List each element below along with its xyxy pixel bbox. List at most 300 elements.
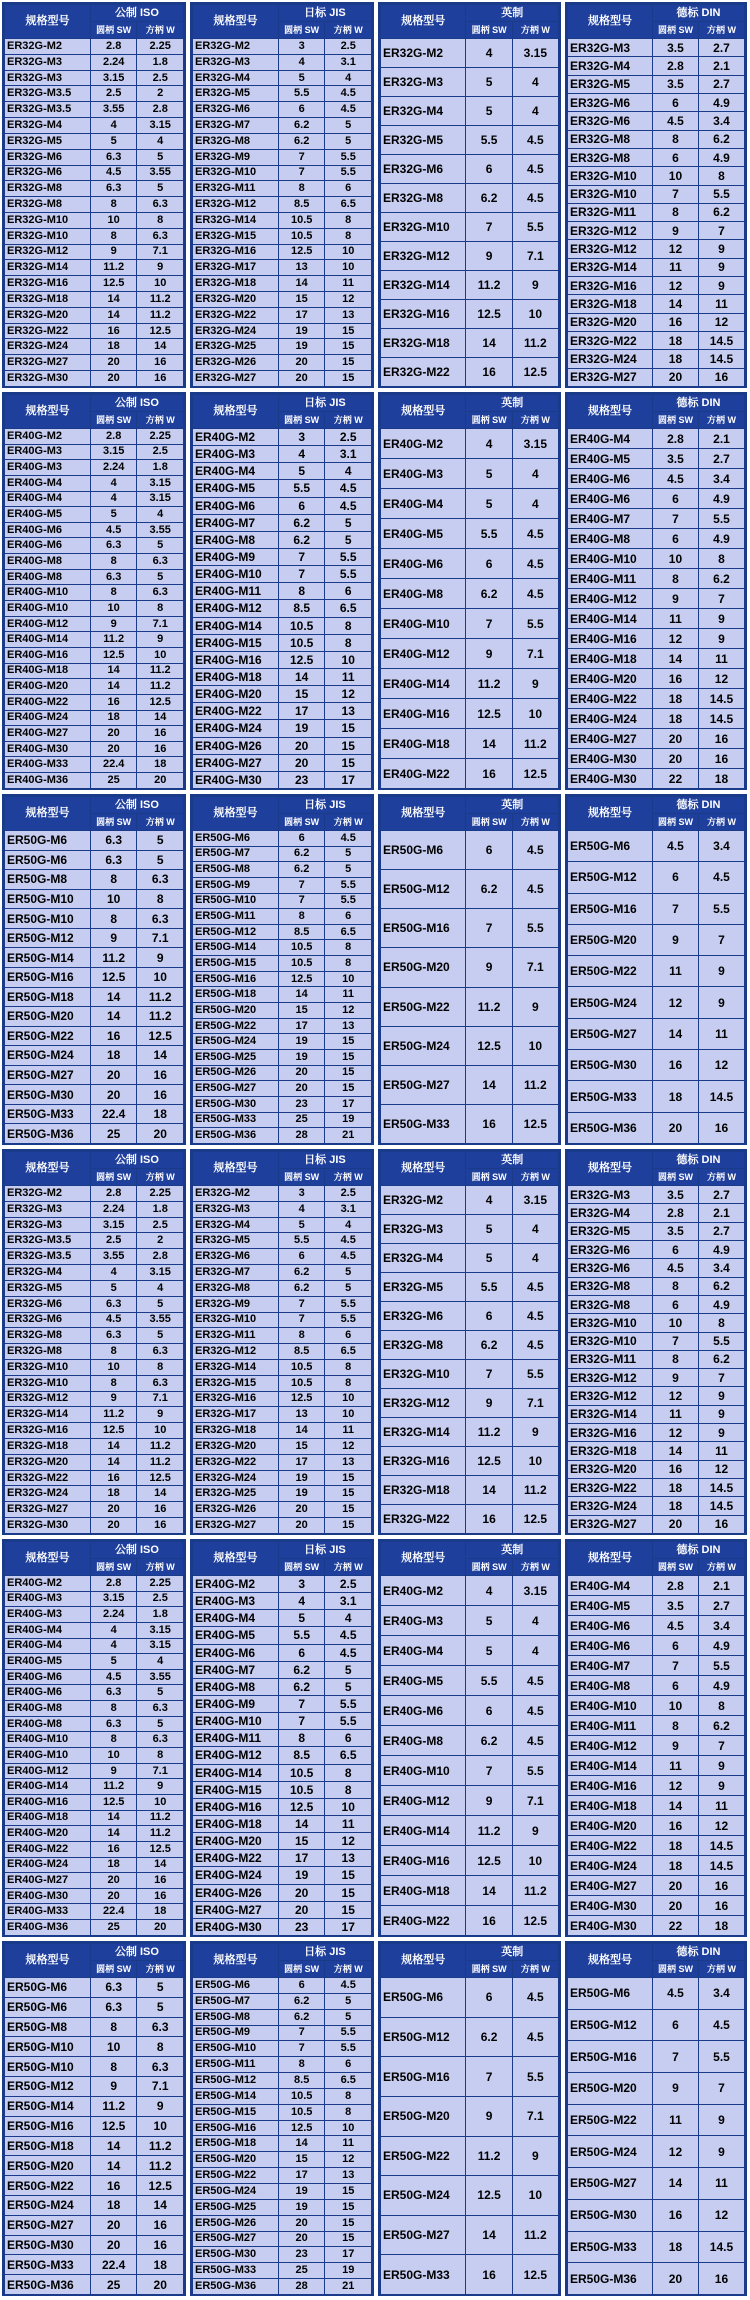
model-cell: ER32G-M27 — [568, 368, 653, 386]
table-row — [5, 538, 184, 554]
model-cell: ER50G-M24 — [5, 1046, 91, 1066]
table-row — [5, 228, 184, 244]
w-cell: 14.5 — [698, 1081, 744, 1112]
w-cell: 12 — [325, 1833, 372, 1850]
table-row — [193, 668, 372, 685]
w-cell: 15 — [325, 2183, 372, 2199]
sw-cell: 6.2 — [278, 1661, 325, 1678]
sw-cell: 15 — [278, 2152, 325, 2168]
sw-cell: 6.2 — [466, 1331, 512, 1360]
w-cell: 16 — [698, 1112, 744, 1143]
table-din — [565, 794, 747, 1145]
table-row — [193, 1833, 372, 1850]
table-row — [381, 2017, 559, 2057]
table-jis — [190, 1941, 374, 2296]
w-cell: 16 — [137, 355, 184, 371]
model-cell: ER32G-M4 — [568, 57, 653, 75]
model-cell: ER32G-M8 — [193, 133, 279, 149]
sw-cell: 5.5 — [466, 519, 512, 549]
model-cell: ER50G-M24 — [193, 1034, 279, 1050]
table-row — [5, 276, 184, 292]
w-cell: 10 — [512, 1026, 558, 1065]
sw-cell: 11.2 — [466, 271, 512, 300]
w-cell: 17 — [325, 2247, 372, 2263]
sw-cell: 6.2 — [278, 862, 325, 878]
w-cell: 4 — [512, 68, 558, 97]
table-row — [5, 1607, 184, 1623]
model-header: 规格型号 — [193, 797, 279, 831]
w-cell: 6 — [325, 583, 372, 600]
table-row — [381, 909, 559, 948]
model-cell: ER40G-M14 — [5, 1779, 91, 1795]
table-row — [5, 1280, 184, 1296]
sw-cell: 16 — [466, 759, 512, 789]
table-row — [5, 2037, 184, 2057]
w-cell: 16 — [137, 1518, 184, 1534]
sw-cell: 14 — [466, 1065, 512, 1104]
sw-cell: 6 — [278, 831, 325, 847]
table-row — [381, 1726, 559, 1756]
w-cell: 4.5 — [325, 1249, 372, 1265]
w-cell: 16 — [698, 1876, 744, 1896]
table-row — [568, 1369, 745, 1387]
sw-cell: 9 — [652, 1736, 698, 1756]
sw-cell: 7 — [652, 1656, 698, 1676]
table-row — [381, 639, 559, 669]
w-cell: 5.5 — [512, 1360, 558, 1389]
table-row — [568, 429, 745, 449]
table-row — [5, 355, 184, 371]
w-cell: 9 — [512, 1418, 558, 1447]
model-cell: ER32G-M18 — [193, 1423, 279, 1439]
model-cell: ER32G-M24 — [568, 1497, 653, 1515]
sw-cell: 20 — [652, 2263, 698, 2295]
w-cell: 3.1 — [325, 446, 372, 463]
sw-cell: 6.2 — [466, 184, 512, 213]
w-cell: 5.5 — [325, 149, 372, 165]
square-w-header: 方柄 W — [512, 412, 558, 429]
table-row — [193, 1280, 372, 1296]
table-row — [568, 589, 745, 609]
table-row — [193, 2025, 372, 2041]
w-cell: 4.5 — [512, 1696, 558, 1726]
table-row — [193, 600, 372, 617]
model-cell: ER32G-M3 — [193, 54, 279, 70]
header-row — [568, 797, 745, 814]
table-row — [381, 1104, 559, 1143]
w-cell: 5.5 — [325, 893, 372, 909]
table-row — [5, 1249, 184, 1265]
w-cell: 2.5 — [137, 444, 184, 460]
model-cell: ER40G-M10 — [381, 609, 466, 639]
sw-cell: 7 — [466, 1756, 512, 1786]
model-cell: ER32G-M10 — [568, 1314, 653, 1332]
model-cell: ER40G-M6 — [5, 522, 91, 538]
model-cell: ER50G-M30 — [5, 2235, 91, 2255]
model-cell: ER40G-M4 — [381, 489, 466, 519]
table-row — [193, 1034, 372, 1050]
model-cell: ER32G-M18 — [381, 329, 466, 358]
table-imperial — [378, 794, 561, 1145]
table-row — [381, 2057, 559, 2097]
round-sw-header: 圆柄 SW — [652, 1961, 698, 1978]
sw-cell: 18 — [652, 709, 698, 729]
table-row — [5, 757, 184, 773]
model-cell: ER40G-M6 — [568, 1636, 653, 1656]
sw-cell: 7 — [278, 2041, 325, 2057]
model-cell: ER32G-M20 — [193, 292, 279, 308]
table-row — [381, 1389, 559, 1418]
w-cell: 8 — [325, 940, 372, 956]
header-row — [568, 1152, 745, 1169]
table-row — [193, 292, 372, 308]
w-cell: 3.15 — [137, 1638, 184, 1654]
w-cell: 2.5 — [137, 70, 184, 86]
sw-cell: 18 — [652, 2231, 698, 2263]
sw-cell: 14 — [652, 649, 698, 669]
table-row — [5, 616, 184, 632]
w-cell: 11.2 — [512, 1065, 558, 1104]
square-w-header: 方柄 W — [512, 1961, 558, 1978]
w-cell: 2.5 — [325, 1186, 372, 1202]
table-row — [568, 1222, 745, 1240]
w-cell: 5.5 — [325, 1296, 372, 1312]
table-row — [193, 940, 372, 956]
sw-cell: 28 — [278, 2279, 325, 2295]
table-row — [381, 1418, 559, 1447]
model-cell: ER40G-M8 — [568, 529, 653, 549]
w-cell: 4 — [512, 1215, 558, 1244]
model-cell: ER50G-M30 — [5, 1085, 91, 1105]
w-cell: 4 — [512, 1636, 558, 1666]
w-cell: 2 — [137, 86, 184, 102]
table-row — [381, 1816, 559, 1846]
model-cell: ER32G-M27 — [568, 1515, 653, 1533]
table-row — [193, 1375, 372, 1391]
model-cell: ER40G-M7 — [193, 1661, 279, 1678]
round-sw-header: 圆柄 SW — [466, 412, 512, 429]
model-cell: ER32G-M18 — [193, 276, 279, 292]
w-cell: 11.2 — [137, 307, 184, 323]
model-cell: ER40G-M8 — [193, 1678, 279, 1695]
table-row — [5, 1685, 184, 1701]
table-row — [568, 987, 745, 1018]
table-row — [568, 769, 745, 789]
table-row — [381, 489, 559, 519]
sw-cell: 8.5 — [278, 1747, 325, 1764]
w-cell: 12 — [325, 686, 372, 703]
w-cell: 15 — [325, 754, 372, 771]
model-cell: ER40G-M8 — [568, 1676, 653, 1696]
square-w-header: 方柄 W — [325, 1559, 372, 1576]
model-cell: ER32G-M3 — [5, 1201, 91, 1217]
w-cell: 5 — [137, 1296, 184, 1312]
w-cell: 9 — [137, 1779, 184, 1795]
w-cell: 16 — [137, 1065, 184, 1085]
w-cell: 2.7 — [698, 75, 744, 93]
square-w-header: 方柄 W — [698, 814, 744, 831]
table-row — [381, 519, 559, 549]
sw-cell: 11 — [652, 956, 698, 987]
header-row — [5, 5, 184, 22]
w-cell: 12 — [698, 1050, 744, 1081]
table-row — [193, 2073, 372, 2089]
sw-cell: 3.55 — [90, 1249, 137, 1265]
sw-cell: 12 — [652, 1387, 698, 1405]
table-row — [193, 276, 372, 292]
model-header: 规格型号 — [193, 1542, 279, 1576]
sw-cell: 4.5 — [652, 831, 698, 862]
w-cell: 6.3 — [137, 554, 184, 570]
w-cell: 15 — [325, 1502, 372, 1518]
sw-cell: 12 — [652, 1424, 698, 1442]
model-header: 规格型号 — [568, 1152, 653, 1186]
w-cell: 5 — [325, 2009, 372, 2025]
w-cell: 4.5 — [512, 155, 558, 184]
table-row — [5, 1826, 184, 1842]
table-row — [381, 1360, 559, 1389]
table-row — [193, 1764, 372, 1781]
sw-cell: 14 — [652, 1442, 698, 1460]
table-row — [381, 1756, 559, 1786]
w-cell: 5.5 — [698, 893, 744, 924]
sw-cell: 20 — [278, 2215, 325, 2231]
sw-cell: 14 — [90, 1439, 137, 1455]
w-cell: 4.5 — [698, 862, 744, 893]
model-cell: ER50G-M10 — [193, 2041, 279, 2057]
round-sw-header: 圆柄 SW — [90, 1961, 137, 1978]
sw-cell: 8 — [652, 1350, 698, 1368]
w-cell: 8 — [137, 2037, 184, 2057]
table-row — [193, 1049, 372, 1065]
w-cell: 15 — [325, 2215, 372, 2231]
model-cell: ER40G-M22 — [568, 689, 653, 709]
table-row — [381, 2176, 559, 2216]
model-cell: ER32G-M10 — [193, 165, 279, 181]
w-cell: 20 — [137, 1124, 184, 1144]
sw-cell: 15 — [278, 686, 325, 703]
w-cell: 17 — [325, 1096, 372, 1112]
table-row — [193, 181, 372, 197]
w-cell: 10 — [325, 244, 372, 260]
sw-cell: 6.3 — [90, 569, 137, 585]
model-header: 规格型号 — [193, 1944, 279, 1978]
table-row — [193, 1850, 372, 1867]
w-cell: 3.4 — [698, 831, 744, 862]
category-header: 日标 JIS — [278, 5, 371, 22]
table-row — [193, 1518, 372, 1534]
model-cell: ER40G-M27 — [5, 726, 91, 742]
model-cell: ER50G-M18 — [193, 2136, 279, 2152]
sw-cell: 11.2 — [90, 260, 137, 276]
sw-cell: 5 — [90, 507, 137, 523]
square-w-header: 方柄 W — [325, 22, 372, 39]
model-cell: ER40G-M7 — [193, 514, 279, 531]
model-cell: ER40G-M24 — [193, 720, 279, 737]
sw-cell: 22 — [652, 1916, 698, 1936]
sw-cell: 5 — [90, 1654, 137, 1670]
table-row — [193, 1065, 372, 1081]
sw-cell: 17 — [278, 703, 325, 720]
table-row — [193, 1661, 372, 1678]
w-cell: 14 — [137, 1486, 184, 1502]
model-cell: ER50G-M12 — [5, 928, 91, 948]
w-cell: 6.3 — [137, 1344, 184, 1360]
table-row — [568, 1596, 745, 1616]
w-cell: 9 — [698, 1405, 744, 1423]
table-row — [568, 549, 745, 569]
w-cell: 3.15 — [512, 429, 558, 459]
sw-cell: 20 — [90, 355, 137, 371]
w-cell: 10 — [512, 300, 558, 329]
sw-cell: 12.5 — [90, 1423, 137, 1439]
sw-cell: 9 — [652, 1369, 698, 1387]
category-header: 德标 DIN — [652, 1944, 744, 1961]
square-w-header: 方柄 W — [512, 22, 558, 39]
table-row — [193, 497, 372, 514]
model-cell: ER50G-M10 — [5, 889, 91, 909]
round-sw-header: 圆柄 SW — [278, 1961, 325, 1978]
table-row — [5, 1486, 184, 1502]
model-cell: ER50G-M18 — [193, 987, 279, 1003]
w-cell: 9 — [512, 1816, 558, 1846]
w-cell: 18 — [137, 1104, 184, 1124]
model-cell: ER40G-M10 — [5, 1748, 91, 1764]
sw-cell: 4.5 — [90, 165, 137, 181]
w-cell: 2.7 — [698, 449, 744, 469]
w-cell: 16 — [137, 1873, 184, 1889]
w-cell: 20 — [137, 1920, 184, 1936]
table-row — [381, 1331, 559, 1360]
sw-cell: 16 — [90, 1841, 137, 1857]
w-cell: 4 — [512, 97, 558, 126]
w-cell: 1.8 — [137, 1607, 184, 1623]
w-cell: 5.5 — [512, 213, 558, 242]
w-cell: 5.5 — [698, 185, 744, 203]
sw-cell: 23 — [278, 2247, 325, 2263]
w-cell: 9 — [512, 271, 558, 300]
sw-cell: 3.55 — [90, 102, 137, 118]
w-cell: 2.1 — [698, 1204, 744, 1222]
model-cell: ER32G-M2 — [193, 39, 279, 55]
model-cell: ER50G-M22 — [568, 2104, 653, 2136]
w-cell: 14 — [137, 339, 184, 355]
sw-cell: 20 — [278, 1518, 325, 1534]
table-row — [5, 149, 184, 165]
sw-cell: 8 — [652, 130, 698, 148]
sw-cell: 6.3 — [90, 1296, 137, 1312]
model-cell: ER32G-M20 — [193, 1439, 279, 1455]
table-row — [568, 509, 745, 529]
table-row — [381, 1026, 559, 1065]
w-cell: 3.1 — [325, 1201, 372, 1217]
model-cell: ER40G-M20 — [5, 679, 91, 695]
sw-cell: 14 — [278, 276, 325, 292]
table-row — [5, 1233, 184, 1249]
model-cell: ER32G-M10 — [568, 185, 653, 203]
sw-cell: 11.2 — [90, 1407, 137, 1423]
table-jis — [190, 794, 374, 1145]
category-header: 公制 ISO — [90, 797, 183, 814]
table-iso — [2, 1941, 186, 2296]
sw-cell: 9 — [90, 1391, 137, 1407]
model-cell: ER50G-M20 — [193, 2152, 279, 2168]
table-row — [568, 1479, 745, 1497]
model-cell: ER40G-M30 — [568, 749, 653, 769]
model-cell: ER32G-M27 — [193, 1518, 279, 1534]
model-cell: ER32G-M14 — [193, 1359, 279, 1375]
w-cell: 2.25 — [137, 1186, 184, 1202]
table-row — [568, 1387, 745, 1405]
table-row — [568, 469, 745, 489]
sw-cell: 18 — [90, 1857, 137, 1873]
w-cell: 12 — [325, 2152, 372, 2168]
spec-table — [380, 4, 559, 387]
w-cell: 14.5 — [698, 2231, 744, 2263]
table-row — [193, 1296, 372, 1312]
w-cell: 3.15 — [137, 118, 184, 134]
w-cell: 11.2 — [512, 1876, 558, 1906]
table-row — [193, 2215, 372, 2231]
sw-cell: 8 — [90, 1732, 137, 1748]
model-cell: ER32G-M10 — [381, 1360, 466, 1389]
w-cell: 5 — [137, 850, 184, 870]
table-row — [193, 877, 372, 893]
sw-cell: 9 — [90, 2077, 137, 2097]
sw-cell: 6 — [652, 1240, 698, 1258]
w-cell: 4 — [325, 70, 372, 86]
model-cell: ER32G-M24 — [193, 323, 279, 339]
sw-cell: 11.2 — [90, 632, 137, 648]
model-cell: ER32G-M3 — [381, 1215, 466, 1244]
w-cell: 2.25 — [137, 1576, 184, 1592]
sw-cell: 15 — [278, 1003, 325, 1019]
model-cell: ER50G-M12 — [568, 2009, 653, 2041]
w-cell: 14.5 — [698, 709, 744, 729]
w-cell: 10 — [512, 1846, 558, 1876]
model-cell: ER32G-M12 — [193, 1344, 279, 1360]
w-cell: 6.5 — [325, 2073, 372, 2089]
w-cell: 11 — [698, 295, 744, 313]
w-cell: 11 — [698, 649, 744, 669]
table-row — [568, 2009, 745, 2041]
w-cell: 10 — [137, 967, 184, 987]
w-cell: 7.1 — [137, 928, 184, 948]
table-row — [5, 1375, 184, 1391]
round-sw-header: 圆柄 SW — [278, 1169, 325, 1186]
model-cell: ER50G-M36 — [5, 1124, 91, 1144]
table-row — [193, 1018, 372, 1034]
table-row — [381, 2215, 559, 2255]
model-cell: ER50G-M27 — [193, 1081, 279, 1097]
sw-cell: 5 — [466, 1215, 512, 1244]
table-row — [568, 1259, 745, 1277]
model-cell: ER32G-M4 — [381, 1244, 466, 1273]
table-row — [568, 130, 745, 148]
model-cell: ER32G-M27 — [5, 355, 91, 371]
w-cell: 18 — [137, 757, 184, 773]
spec-table — [192, 394, 372, 789]
sw-cell: 13 — [278, 1407, 325, 1423]
sw-cell: 8.5 — [278, 924, 325, 940]
w-cell: 15 — [325, 737, 372, 754]
model-cell: ER32G-M18 — [381, 1476, 466, 1505]
sw-cell: 2.24 — [90, 54, 137, 70]
spec-table — [567, 796, 745, 1144]
sw-cell: 16 — [652, 1460, 698, 1478]
model-cell: ER40G-M20 — [568, 669, 653, 689]
sw-cell: 7 — [278, 877, 325, 893]
